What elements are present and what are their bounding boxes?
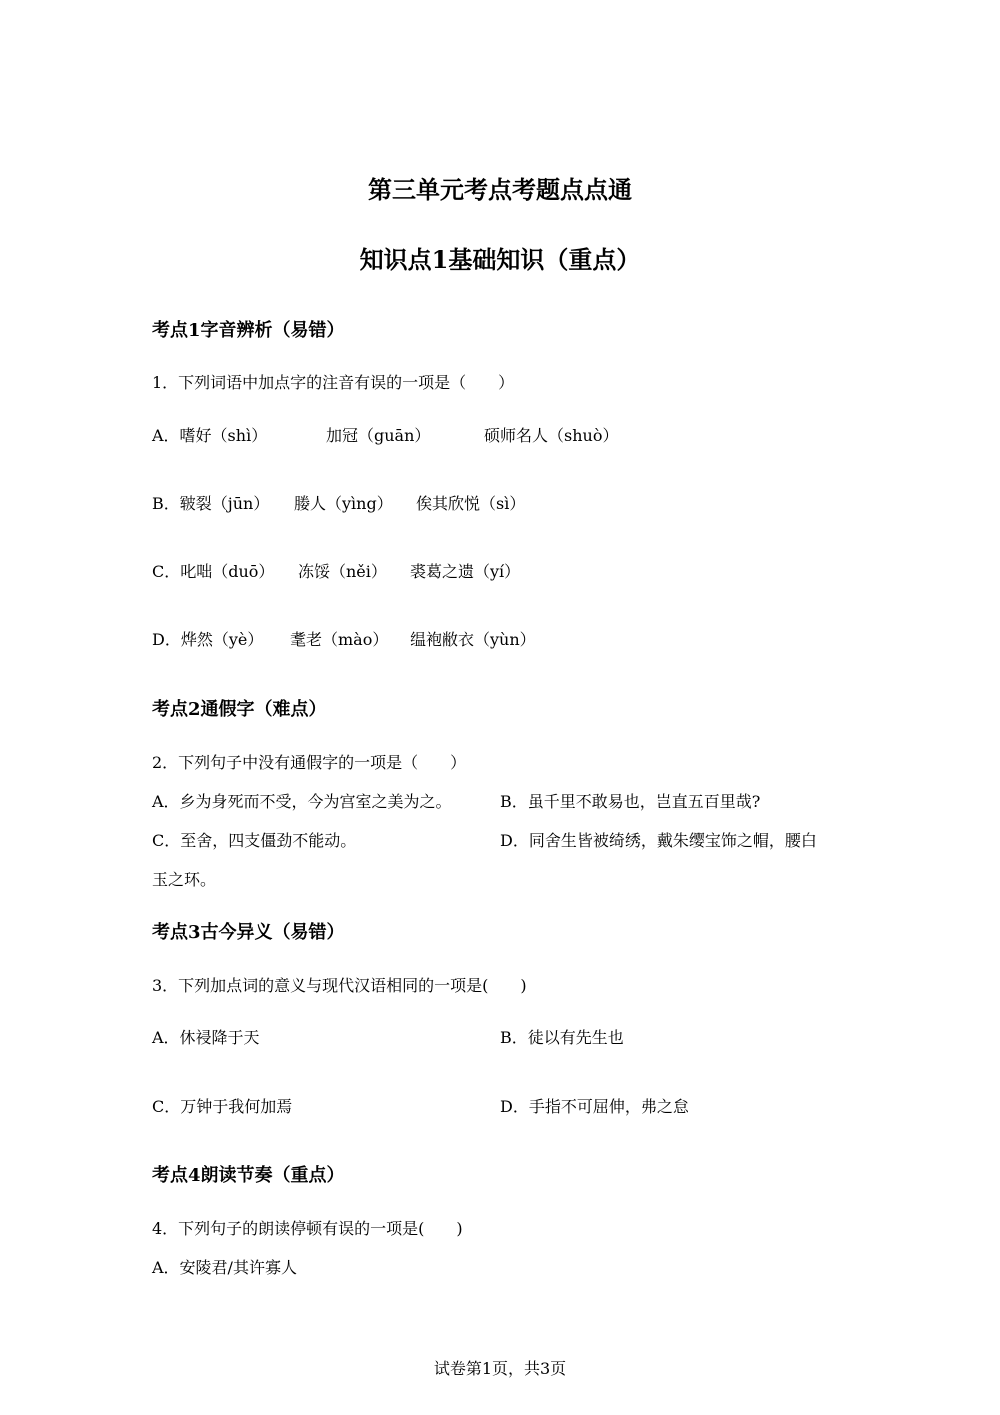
q3-option-d: D．手指不可屈伸，弗之怠 xyxy=(500,1097,689,1116)
q2-option-d: D．同舍生皆被绮绣，戴朱缨宝饰之帽，腰白 xyxy=(500,831,817,850)
q1-option-b-3: 俟其欣悦（sì） xyxy=(416,494,526,513)
section-heading-2: 考点2通假字（难点） xyxy=(152,699,327,720)
section-title: 知识点1基础知识（重点） xyxy=(359,245,641,274)
q3-option-c: C．万钟于我何加焉 xyxy=(152,1097,293,1116)
page-footer: 试卷第1页，共3页 xyxy=(433,1359,567,1378)
q2-option-c: C．至舍，四支僵劲不能动。 xyxy=(152,831,357,850)
q1-option-d-1: D．烨然（yè） xyxy=(152,630,264,649)
q4-option-a: A．安陵君/其许寡人 xyxy=(152,1258,297,1277)
question-3: 3．下列加点词的意义与现代汉语相同的一项是( ) xyxy=(152,976,527,995)
q1-option-d-3: 缊袍敝衣（yùn） xyxy=(410,630,536,649)
section-heading-4: 考点4朗读节奏（重点） xyxy=(152,1165,345,1186)
q1-option-b-1: B．皲裂（jūn） xyxy=(152,494,270,513)
question-2: 2．下列句子中没有通假字的一项是（ ） xyxy=(152,753,467,772)
question-4: 4．下列句子的朗读停顿有误的一项是( ) xyxy=(152,1219,463,1238)
q1-option-a-1: A．嗜好（shì） xyxy=(152,426,268,445)
q1-option-a-3: 硕师名人（shuò） xyxy=(484,426,619,445)
section-heading-3: 考点3古今异义（易错） xyxy=(152,922,345,943)
q1-option-b-2: 媵人（yìng） xyxy=(294,494,393,513)
q2-option-d-continued: 玉之环。 xyxy=(152,870,217,889)
q2-option-a: A．乡为身死而不受，今为宫室之美为之。 xyxy=(152,792,452,811)
q1-option-d-2: 耄老（mào） xyxy=(290,630,389,649)
section-heading-1: 考点1字音辨析（易错） xyxy=(152,320,345,341)
page-title: 第三单元考点考题点点通 xyxy=(368,175,632,204)
q3-option-a: A．休祲降于天 xyxy=(152,1028,260,1047)
q3-option-b: B．徒以有先生也 xyxy=(500,1028,624,1047)
q1-option-c-1: C．叱咄（duō） xyxy=(152,562,275,581)
q1-option-c-2: 冻馁（něi） xyxy=(298,562,387,581)
q1-option-c-3: 裘葛之遗（yí） xyxy=(410,562,521,581)
question-1: 1．下列词语中加点字的注音有误的一项是（ ） xyxy=(152,373,515,392)
q1-option-a-2: 加冠（guān） xyxy=(326,426,431,445)
q2-option-b: B．虽千里不敢易也，岂直五百里哉? xyxy=(500,792,761,811)
